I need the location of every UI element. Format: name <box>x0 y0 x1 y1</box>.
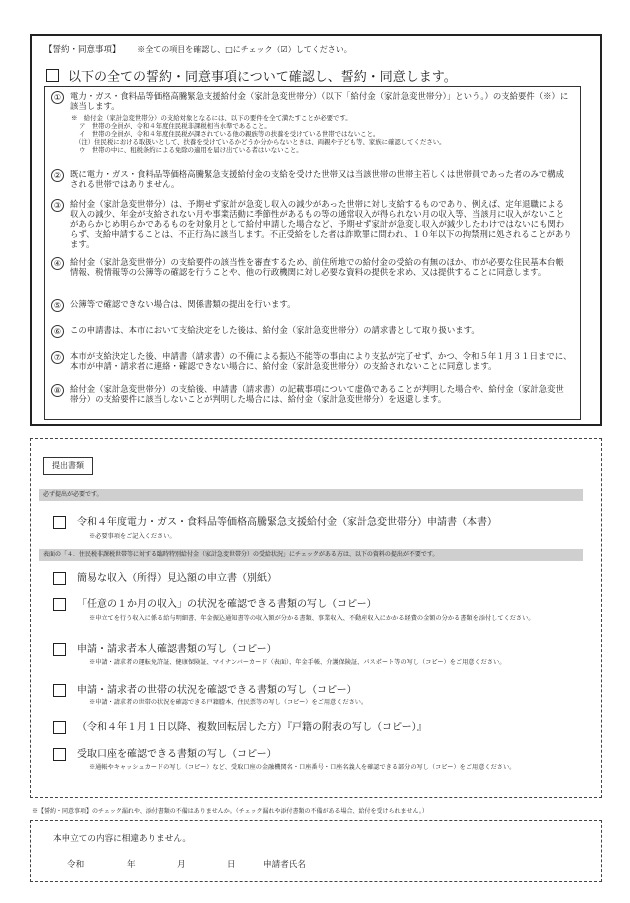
clause-text: 既に電力・ガス・食料品等価格高騰緊急支援給付金の支給を受けた世帯又は当該世帯の世帯主若しくは世帯員であった者のみで構成される世帯ではありません。 <box>70 169 565 189</box>
document-checkbox[interactable] <box>53 643 66 656</box>
clause-6 <box>51 325 572 338</box>
clause-text: 公簿等で確認できない場合は、関係書類の提出を行います。 <box>70 299 296 309</box>
document-label: 令和４年度電力・ガス・食料品等価格高騰緊急支援給付金（家計急変世帯分）申請書（本書） <box>77 517 497 528</box>
clause-1 <box>51 91 572 111</box>
clause-number: ⑧ <box>51 384 64 397</box>
document-checkbox[interactable] <box>53 748 66 761</box>
oath-section <box>30 34 602 426</box>
oath-header-note: ※全ての項目を確認し、□にチェック（☑）してください。 <box>137 45 352 54</box>
requirement-note-intro: ※ 給付金（家計急変世帯分）の支給対象となるには、以下の要件を全て満たすことが必要です。 <box>71 114 352 122</box>
document-note: ※申立てを行う収入に係る給与明細書、年金振込通知書等の収入額が分かる書類、事業収入、不動産収入にかかる経費の金額の分かる書類を添付してください。 <box>89 615 535 622</box>
date-month-label: 月 <box>177 860 186 870</box>
document-note: ※申請・請求者の世帯の状況を確認できる戸籍謄本、住民票等の写し（コピー）をご用意ください。 <box>89 699 368 706</box>
clause-number: ④ <box>51 257 64 270</box>
signer-name-label: 申請者氏名 <box>263 860 306 870</box>
submission-title: 提出書類 <box>43 457 93 475</box>
footnote: ※【誓約・同意事項】のチェック漏れや、添付書類の不備はありませんか。（チェック漏れや添付書類の不備がある場合、給付を受けられません。） <box>32 808 428 815</box>
declaration-text: 本申立ての内容に相違ありません。 <box>53 834 192 844</box>
clause-text: この申請書は、本市において支給決定をした後は、給付金（家計急変世帯分）の請求書として取り扱います。 <box>70 325 480 335</box>
document-label: 受取口座を確認できる書類の写し（コピー） <box>77 749 277 760</box>
document-label: 簡易な収入（所得）見込額の申立書（別紙） <box>77 573 277 584</box>
document-checkbox[interactable] <box>53 598 66 611</box>
oath-header-label: 【誓約・同意事項】 <box>44 45 121 55</box>
document-label: 申請・請求者の世帯の状況を確認できる書類の写し（コピー） <box>77 685 357 696</box>
clause-text: 本市が支給決定した後、申請書（請求書）の不備による振込不能等の事由により支払が完了せず、かつ、令和５年１月３１日までに、本市が申請・請求者に連絡・確認できない場合に、給付金（家計急変世帯分）の支給されないことに同意します。 <box>70 351 572 371</box>
document-note: ※申請・請求者の運転免許証、健康保険証、マイナンバーカード（表面）、年金手帳、介護保険証、パスポート等の写し（コピー）をご用意ください。 <box>89 659 506 666</box>
agree-all-checkbox[interactable] <box>46 69 59 82</box>
requirement-a: ア 世帯の全員が、令和４年度住民税非課税相当水準であること。 <box>79 122 271 130</box>
date-era-label: 令和 <box>67 860 85 870</box>
conditional-bar: 表面の「４．住民税非課税世帯等に対する臨時特別給付金（家計急変世帯分）の受給状況」にチェックがある方は、以下の資料の提出が不要です。 <box>39 549 583 561</box>
clause-text: 給付金（家計急変世帯分）は、予期せず家計が急変し収入の減少があった世帯に対し支給するものであり、例えば、定年退職による収入の減少、年金が支給されない月や事業活動に季節性があるもの等の通常収入が得られない月の収入等、当該月に収入がないことがあらかじめ明らかであるものを対象月として給付申請した場合など、予期せず家計が急変し収入が減少したわけではないにも関わらず、支給申請することは、不正行為に該当します。不正受給をした者は詐欺罪に問われ、１０年以下の拘禁刑に処されることがあります。 <box>70 199 572 249</box>
clause-number: ② <box>51 169 64 182</box>
clause-text: 給付金（家計急変世帯分）の支給後、申請書（請求書）の記載事項について虚偽であることが判明した場合や、給付金（家計急変世帯分）の支給要件に該当しないことが判明した場合には、給付金（家計急変世帯分）を返還します。 <box>70 384 564 404</box>
submission-section <box>30 438 602 798</box>
oath-header <box>44 43 352 55</box>
agree-all-row[interactable] <box>46 66 457 85</box>
clause-3 <box>51 199 572 249</box>
document-label: （令和４年１月１日以降、複数回転居した方）『戸籍の附表の写し（コピー）』 <box>77 722 427 733</box>
requirement-b-caution: （注）住民税における取扱いとして、扶養を受けているかどうか分からないときは、両親や子ども等、家族に確認してください。 <box>75 138 446 146</box>
declaration-section <box>30 820 602 882</box>
clause-number: ⑤ <box>51 299 64 312</box>
clause-8 <box>51 384 572 404</box>
date-year-label: 年 <box>127 860 136 870</box>
clause-number: ⑥ <box>51 325 64 338</box>
document-checkbox[interactable] <box>53 684 66 697</box>
clause-list <box>44 86 581 420</box>
document-checkbox[interactable] <box>53 572 66 585</box>
document-label: 申請・請求者本人確認書類の写し（コピー） <box>77 644 277 655</box>
requirement-b: イ 世帯の全員が、令和４年度住民税が課されている他の親族等の扶養を受けている世帯ではないこと。 <box>79 130 380 138</box>
clause-number: ① <box>51 91 64 104</box>
clause-7 <box>51 351 572 371</box>
clause-4 <box>51 257 572 277</box>
required-bar: 必ず提出が必要です。 <box>39 489 583 501</box>
document-note: ※必要事項をご記入ください。 <box>89 533 176 540</box>
requirement-c: ウ 世帯の中に、租税条約による免除の適用を届け出ている者はいないこと。 <box>79 146 303 154</box>
document-checkbox[interactable] <box>53 516 66 529</box>
clause-text: 給付金（家計急変世帯分）の支給要件の該当性を審査するため、前住所地での給付金の受給の有無のほか、市が必要な住民基本台帳情報、税情報等の公簿等の確認を行うことや、他の行政機関に対し必要な資料の提供を求め、又は提供することに同意します。 <box>70 257 564 277</box>
clause-number: ⑦ <box>51 351 64 364</box>
date-day-label: 日 <box>227 860 236 870</box>
document-label: 「任意の１か月の収入」の状況を確認できる書類の写し（コピー） <box>77 599 377 610</box>
clause-number: ③ <box>51 199 64 212</box>
clause-2 <box>51 169 572 189</box>
agree-all-label: 以下の全ての誓約・同意事項について確認し、誓約・同意します。 <box>68 70 457 85</box>
document-note: ※通帳やキャッシュカードの写し（コピー）など、受取口座の金融機関名・口座番号・口座名義人を確認できる部分の写し（コピー）をご用意ください。 <box>89 764 516 771</box>
clause-text: 電力・ガス・食料品等価格高騰緊急支援給付金（家計急変世帯分）（以下「給付金（家計急変世帯分）」という。）の支給要件（※）に該当します。 <box>70 91 569 111</box>
clause-5 <box>51 299 572 312</box>
document-checkbox[interactable] <box>53 721 66 734</box>
